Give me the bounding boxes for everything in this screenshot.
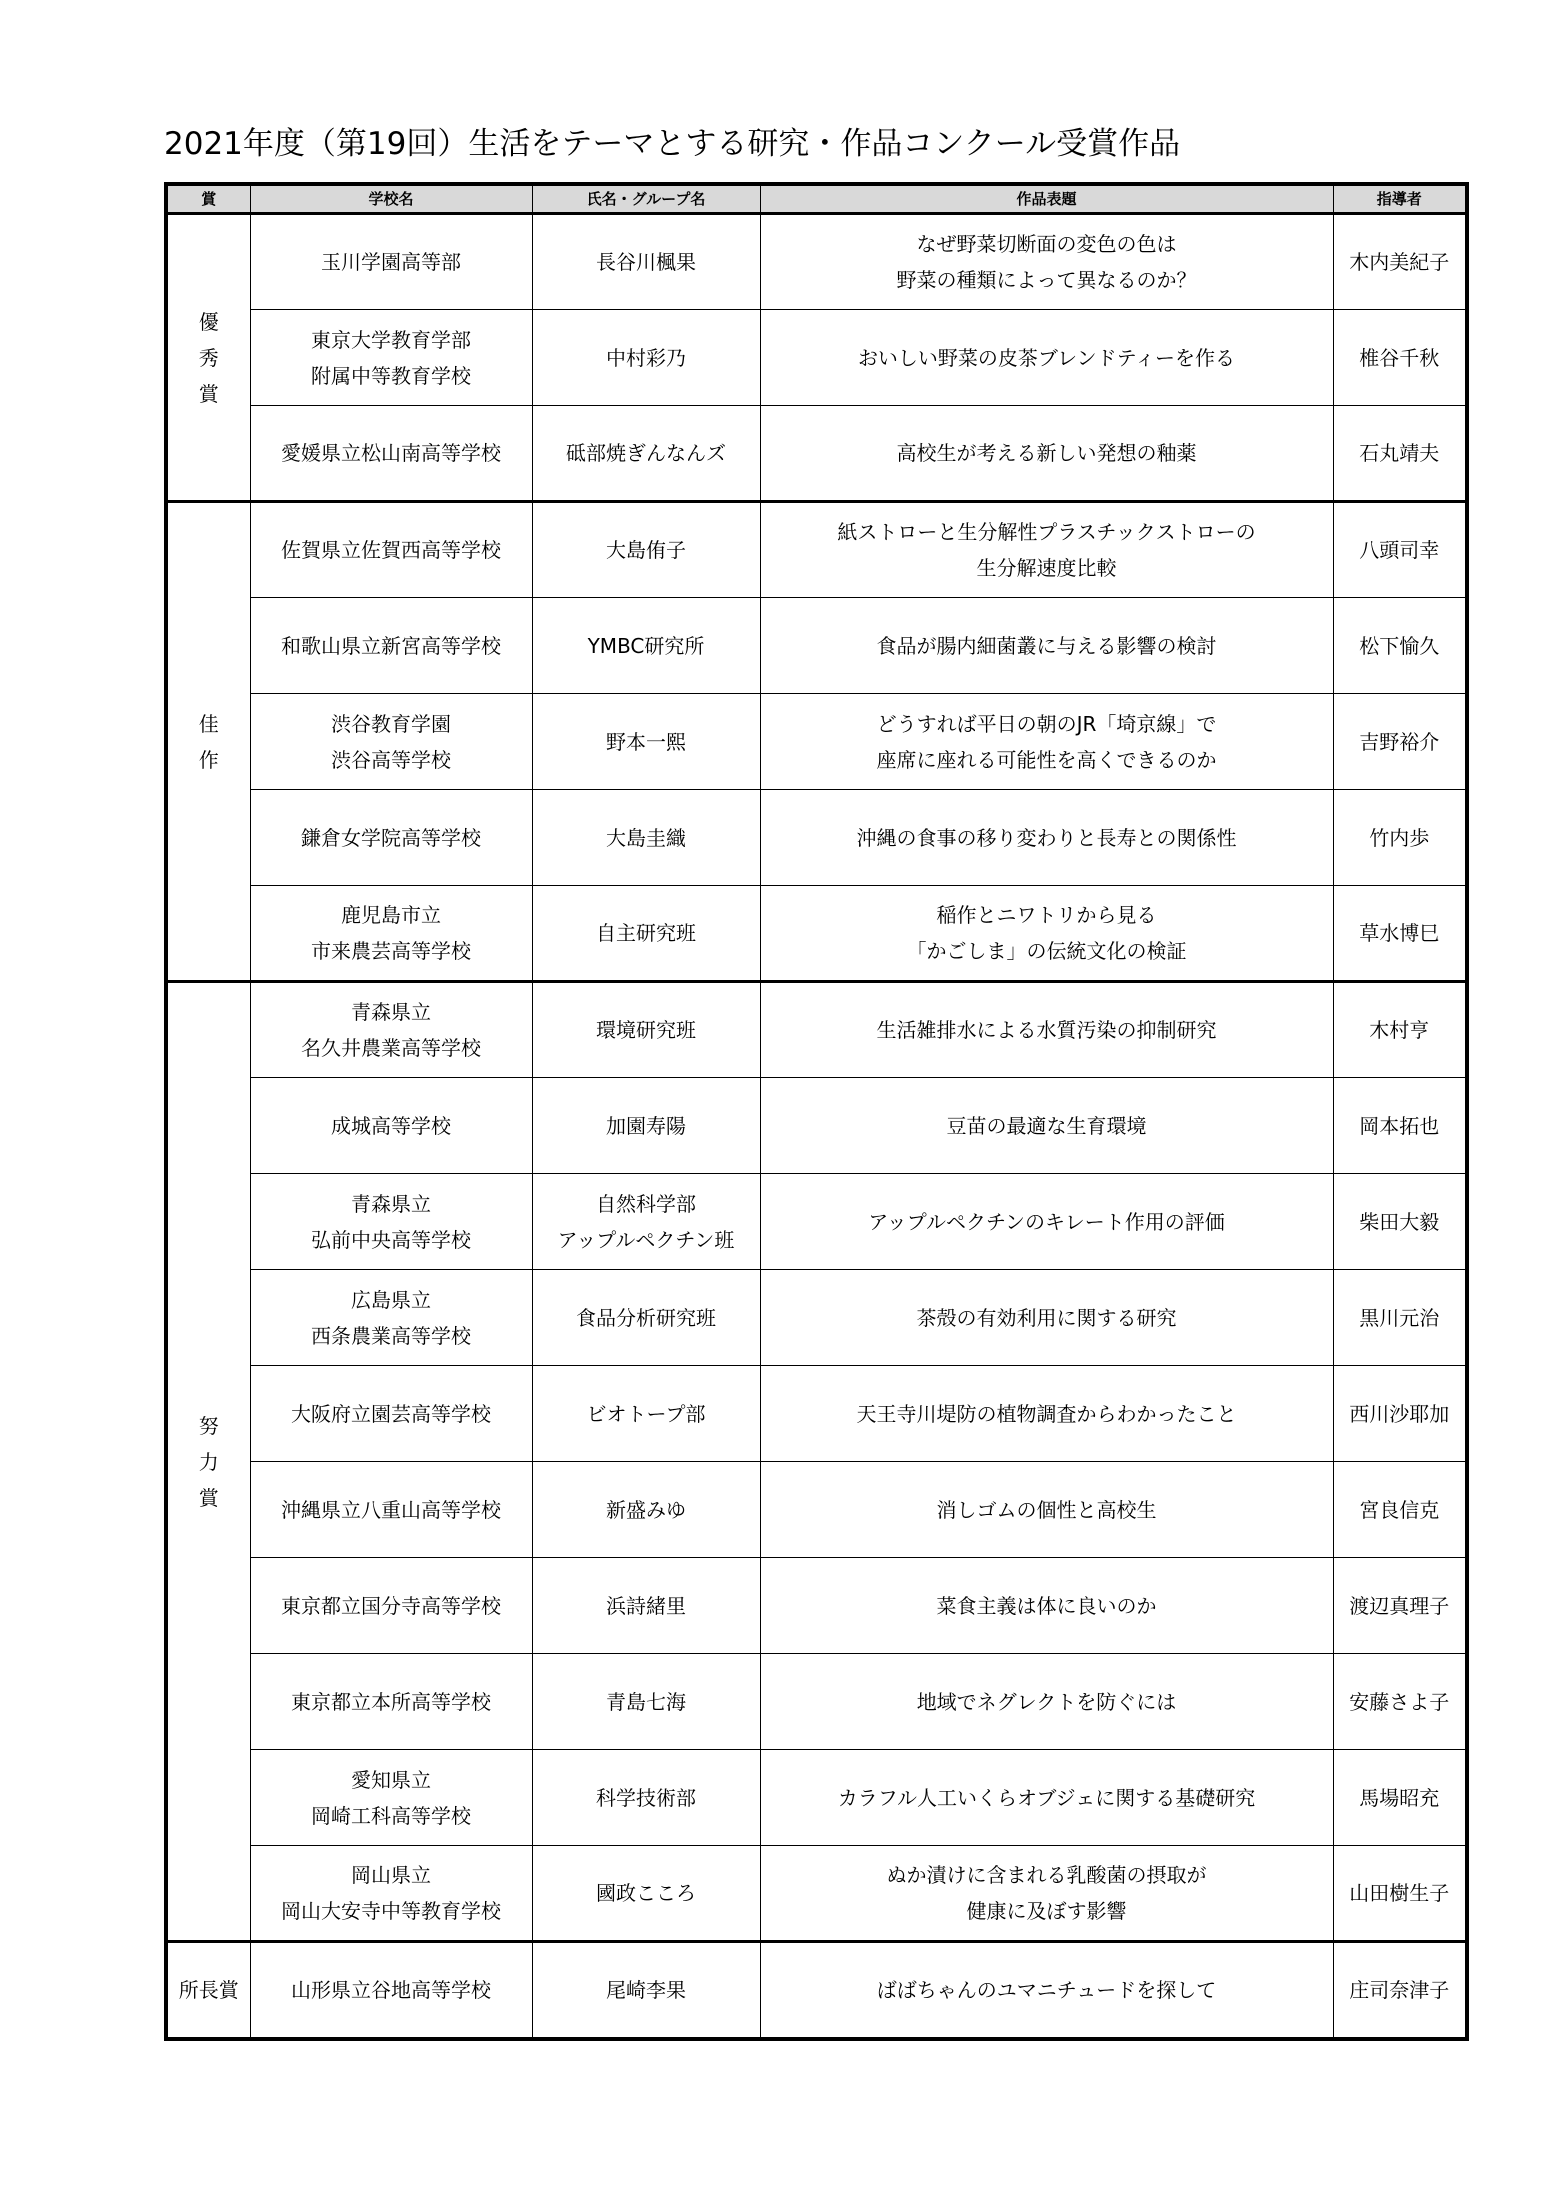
work-title-line: 食品が腸内細菌叢に与える影響の検討 bbox=[876, 633, 1217, 658]
work-title-cell bbox=[760, 1270, 1333, 1366]
award-category-cell bbox=[166, 214, 250, 502]
name-cell bbox=[532, 502, 760, 598]
school-cell bbox=[250, 310, 532, 406]
page-title: 2021年度（第19回）生活をテーマとする研究・作品コンクール受賞作品 bbox=[164, 126, 1181, 162]
header-name: 氏名・グループ名 bbox=[532, 184, 760, 214]
name-cell bbox=[532, 790, 760, 886]
adviser-cell bbox=[1333, 1174, 1467, 1270]
adviser-cell bbox=[1333, 310, 1467, 406]
name-cell bbox=[532, 1558, 760, 1654]
name-cell bbox=[532, 1654, 760, 1750]
name-line: 加園寿陽 bbox=[606, 1113, 686, 1138]
name-cell bbox=[532, 982, 760, 1078]
name-cell bbox=[532, 886, 760, 982]
school-cell bbox=[250, 598, 532, 694]
school-cell bbox=[250, 1462, 532, 1558]
school-line: 東京都立国分寺高等学校 bbox=[281, 1593, 501, 1618]
work-title-cell bbox=[760, 1558, 1333, 1654]
school-cell bbox=[250, 694, 532, 790]
name-line: 大島圭織 bbox=[606, 825, 686, 850]
table-row bbox=[166, 1174, 1467, 1270]
table-row bbox=[166, 1270, 1467, 1366]
school-line: 西条農業高等学校 bbox=[311, 1323, 471, 1348]
name-line: 自主研究班 bbox=[596, 921, 696, 945]
table-row bbox=[166, 502, 1467, 598]
adviser-name: 渡辺真理子 bbox=[1349, 1593, 1450, 1618]
school-cell bbox=[250, 1654, 532, 1750]
table-row bbox=[166, 1654, 1467, 1750]
name-line: ビオトープ部 bbox=[586, 1401, 706, 1426]
table-row bbox=[166, 214, 1467, 310]
name-cell bbox=[532, 214, 760, 310]
adviser-cell bbox=[1333, 406, 1467, 502]
adviser-cell bbox=[1333, 1846, 1467, 1942]
adviser-cell bbox=[1333, 1078, 1467, 1174]
header-school: 学校名 bbox=[250, 184, 532, 214]
adviser-name: 馬場昭充 bbox=[1359, 1785, 1440, 1810]
table-row bbox=[166, 694, 1467, 790]
school-cell bbox=[250, 1942, 532, 2039]
school-cell bbox=[250, 1078, 532, 1174]
adviser-name: 柴田大毅 bbox=[1359, 1209, 1440, 1234]
adviser-cell bbox=[1333, 502, 1467, 598]
work-title-cell bbox=[760, 1846, 1333, 1942]
name-line: 野本一熙 bbox=[606, 729, 686, 754]
name-line: アップルペクチン班 bbox=[557, 1227, 735, 1252]
name-cell bbox=[532, 1174, 760, 1270]
name-line: 砥部焼ぎんなんズ bbox=[566, 441, 726, 465]
school-cell bbox=[250, 406, 532, 502]
adviser-name: 西川沙耶加 bbox=[1349, 1401, 1450, 1426]
adviser-cell bbox=[1333, 1366, 1467, 1462]
adviser-name: 木村亨 bbox=[1369, 1018, 1430, 1042]
header-adviser: 指導者 bbox=[1333, 184, 1467, 214]
work-title-cell bbox=[760, 310, 1333, 406]
name-cell bbox=[532, 1750, 760, 1846]
work-title-cell bbox=[760, 1174, 1333, 1270]
name-line: 環境研究班 bbox=[596, 1018, 696, 1042]
school-cell bbox=[250, 1750, 532, 1846]
adviser-name: 安藤さよ子 bbox=[1349, 1689, 1450, 1714]
school-line: 岡崎工科高等学校 bbox=[311, 1803, 471, 1828]
name-cell bbox=[532, 1846, 760, 1942]
work-title-line: 野菜の種類によって異なるのか？ bbox=[896, 268, 1197, 292]
school-line: 愛媛県立松山南高等学校 bbox=[281, 441, 501, 465]
adviser-cell bbox=[1333, 1270, 1467, 1366]
adviser-name: 岡本拓也 bbox=[1359, 1113, 1440, 1138]
table-row bbox=[166, 406, 1467, 502]
table-row bbox=[166, 310, 1467, 406]
school-line: 鎌倉女学院高等学校 bbox=[301, 825, 481, 850]
school-cell bbox=[250, 502, 532, 598]
awards-table bbox=[164, 182, 1469, 2041]
name-line: 長谷川楓果 bbox=[596, 250, 696, 274]
name-line: 浜詩緒里 bbox=[606, 1593, 686, 1618]
header-row bbox=[166, 184, 1467, 214]
table-row bbox=[166, 1462, 1467, 1558]
award-category-label: 佳作 bbox=[198, 711, 219, 772]
adviser-name: 吉野裕介 bbox=[1359, 729, 1440, 754]
work-title-cell bbox=[760, 502, 1333, 598]
name-cell bbox=[532, 1366, 760, 1462]
adviser-name: 椎谷千秋 bbox=[1359, 345, 1440, 370]
work-title-line: 高校生が考える新しい発想の釉薬 bbox=[896, 441, 1197, 465]
school-cell bbox=[250, 1846, 532, 1942]
name-line: 新盛みゆ bbox=[606, 1497, 686, 1522]
table-row bbox=[166, 1366, 1467, 1462]
work-title-cell bbox=[760, 214, 1333, 310]
award-category-cell bbox=[166, 982, 250, 1942]
school-cell bbox=[250, 790, 532, 886]
school-line: 沖縄県立八重山高等学校 bbox=[281, 1497, 501, 1522]
name-line: YMBC研究所 bbox=[587, 633, 705, 658]
school-line: 渋谷高等学校 bbox=[331, 747, 451, 772]
school-line: 市来農芸高等学校 bbox=[311, 939, 471, 963]
name-cell bbox=[532, 694, 760, 790]
school-cell bbox=[250, 1270, 532, 1366]
work-title-cell bbox=[760, 982, 1333, 1078]
work-title-cell bbox=[760, 1462, 1333, 1558]
name-cell bbox=[532, 1078, 760, 1174]
table-row bbox=[166, 886, 1467, 982]
work-title-line: ばばちゃんのユマニチュードを探して bbox=[876, 1977, 1217, 2002]
school-cell bbox=[250, 1366, 532, 1462]
school-cell bbox=[250, 982, 532, 1078]
work-title-line: 地域でネグレクトを防ぐには bbox=[916, 1689, 1177, 1714]
table-row bbox=[166, 982, 1467, 1078]
school-line: 鹿児島市立 bbox=[341, 903, 441, 927]
award-category-label: 優秀賞 bbox=[198, 309, 219, 406]
adviser-name: 松下愉久 bbox=[1359, 633, 1440, 658]
adviser-name: 宮良信克 bbox=[1359, 1497, 1440, 1522]
name-cell bbox=[532, 1942, 760, 2039]
work-title-line: どうすれば平日の朝のJR「埼京線」で bbox=[876, 711, 1217, 736]
adviser-name: 黒川元治 bbox=[1359, 1305, 1440, 1330]
adviser-cell bbox=[1333, 790, 1467, 886]
adviser-cell bbox=[1333, 1558, 1467, 1654]
work-title-cell bbox=[760, 1942, 1333, 2039]
name-line: 科学技術部 bbox=[596, 1785, 696, 1810]
adviser-name: 草水博巳 bbox=[1359, 921, 1440, 945]
header-work-title: 作品表題 bbox=[760, 184, 1333, 214]
adviser-cell bbox=[1333, 214, 1467, 310]
school-line: 附属中等教育学校 bbox=[311, 363, 471, 388]
work-title-cell bbox=[760, 1654, 1333, 1750]
adviser-cell bbox=[1333, 1462, 1467, 1558]
school-line: 青森県立 bbox=[351, 1191, 431, 1216]
table-row bbox=[166, 1558, 1467, 1654]
table-row bbox=[166, 1078, 1467, 1174]
adviser-name: 庄司奈津子 bbox=[1349, 1977, 1450, 2002]
award-category-cell bbox=[166, 502, 250, 982]
table-row bbox=[166, 1942, 1467, 2039]
adviser-name: 石丸靖夫 bbox=[1359, 441, 1440, 465]
table-row bbox=[166, 598, 1467, 694]
school-line: 愛知県立 bbox=[351, 1767, 431, 1792]
adviser-cell bbox=[1333, 982, 1467, 1078]
work-title-line: 天王寺川堤防の植物調査からわかったこと bbox=[856, 1401, 1237, 1426]
table-row bbox=[166, 1750, 1467, 1846]
work-title-line: 菜食主義は体に良いのか bbox=[936, 1593, 1157, 1618]
work-title-cell bbox=[760, 1366, 1333, 1462]
work-title-line: なぜ野菜切断面の変色の色は bbox=[916, 232, 1177, 256]
work-title-line: 紙ストローと生分解性プラスチックストローの bbox=[837, 520, 1256, 544]
awards-body bbox=[166, 214, 1467, 2039]
school-line: 渋谷教育学園 bbox=[331, 711, 451, 736]
school-line: 弘前中央高等学校 bbox=[311, 1227, 471, 1252]
school-line: 山形県立谷地高等学校 bbox=[291, 1977, 491, 2002]
work-title-cell bbox=[760, 598, 1333, 694]
award-category-label: 所長賞 bbox=[178, 1977, 239, 2002]
work-title-line: 茶殻の有効利用に関する研究 bbox=[916, 1305, 1177, 1330]
school-cell bbox=[250, 1174, 532, 1270]
work-title-line: おいしい野菜の皮茶ブレンドティーを作る bbox=[857, 345, 1236, 370]
name-line: 尾崎李果 bbox=[606, 1977, 686, 2002]
work-title-cell bbox=[760, 790, 1333, 886]
name-cell bbox=[532, 406, 760, 502]
work-title-line: 豆苗の最適な生育環境 bbox=[946, 1113, 1147, 1138]
name-line: 自然科学部 bbox=[596, 1191, 696, 1216]
work-title-line: 沖縄の食事の移り変わりと長寿との関係性 bbox=[856, 825, 1237, 850]
school-line: 広島県立 bbox=[351, 1287, 431, 1312]
school-line: 青森県立 bbox=[351, 1000, 431, 1024]
name-cell bbox=[532, 1270, 760, 1366]
adviser-cell bbox=[1333, 886, 1467, 982]
adviser-cell bbox=[1333, 1750, 1467, 1846]
work-title-cell bbox=[760, 694, 1333, 790]
adviser-cell bbox=[1333, 598, 1467, 694]
school-cell bbox=[250, 1558, 532, 1654]
work-title-line: 座席に座れる可能性を高くできるのか bbox=[876, 747, 1217, 772]
table-row bbox=[166, 790, 1467, 886]
work-title-line: 消しゴムの個性と高校生 bbox=[936, 1497, 1157, 1522]
work-title-cell bbox=[760, 1078, 1333, 1174]
school-line: 岡山県立 bbox=[351, 1863, 431, 1887]
adviser-cell bbox=[1333, 1654, 1467, 1750]
award-category-label: 努力賞 bbox=[198, 1413, 219, 1510]
school-line: 東京都立本所高等学校 bbox=[291, 1689, 491, 1714]
header-award: 賞 bbox=[166, 184, 250, 214]
name-line: 大島侑子 bbox=[606, 538, 686, 562]
name-line: 國政こころ bbox=[596, 1881, 696, 1905]
work-title-cell bbox=[760, 406, 1333, 502]
work-title-line: ぬか漬けに含まれる乳酸菌の摂取が bbox=[886, 1863, 1207, 1887]
adviser-cell bbox=[1333, 1942, 1467, 2039]
school-line: 成城高等学校 bbox=[331, 1113, 451, 1138]
school-line: 和歌山県立新宮高等学校 bbox=[281, 633, 501, 658]
school-line: 名久井農業高等学校 bbox=[301, 1036, 481, 1060]
work-title-line: 「かごしま」の伝統文化の検証 bbox=[906, 939, 1187, 963]
school-line: 東京大学教育学部 bbox=[311, 327, 471, 352]
name-cell bbox=[532, 310, 760, 406]
school-line: 佐賀県立佐賀西高等学校 bbox=[281, 538, 501, 562]
school-line: 岡山大安寺中等教育学校 bbox=[281, 1899, 501, 1923]
name-line: 中村彩乃 bbox=[606, 345, 686, 370]
work-title-line: 生分解速度比較 bbox=[976, 556, 1117, 580]
adviser-cell bbox=[1333, 694, 1467, 790]
work-title-line: 稲作とニワトリから見る bbox=[936, 903, 1157, 927]
work-title-line: カラフル人工いくらオブジェに関する基礎研究 bbox=[837, 1785, 1256, 1810]
award-category-cell bbox=[166, 1942, 250, 2039]
work-title-line: 生活雑排水による水質汚染の抑制研究 bbox=[876, 1018, 1217, 1042]
name-line: 食品分析研究班 bbox=[576, 1305, 716, 1330]
adviser-name: 木内美紀子 bbox=[1349, 250, 1450, 274]
adviser-name: 山田樹生子 bbox=[1349, 1881, 1450, 1905]
table-row bbox=[166, 1846, 1467, 1942]
school-line: 大阪府立園芸高等学校 bbox=[291, 1401, 491, 1426]
name-line: 青島七海 bbox=[606, 1689, 686, 1714]
work-title-cell bbox=[760, 886, 1333, 982]
name-cell bbox=[532, 598, 760, 694]
work-title-line: アップルペクチンのキレート作用の評価 bbox=[868, 1209, 1225, 1234]
school-cell bbox=[250, 886, 532, 982]
adviser-name: 八頭司幸 bbox=[1359, 538, 1440, 562]
school-cell bbox=[250, 214, 532, 310]
work-title-line: 健康に及ぼす影響 bbox=[966, 1899, 1127, 1923]
school-line: 玉川学園高等部 bbox=[321, 250, 461, 274]
name-cell bbox=[532, 1462, 760, 1558]
adviser-name: 竹内歩 bbox=[1369, 825, 1430, 850]
work-title-cell bbox=[760, 1750, 1333, 1846]
